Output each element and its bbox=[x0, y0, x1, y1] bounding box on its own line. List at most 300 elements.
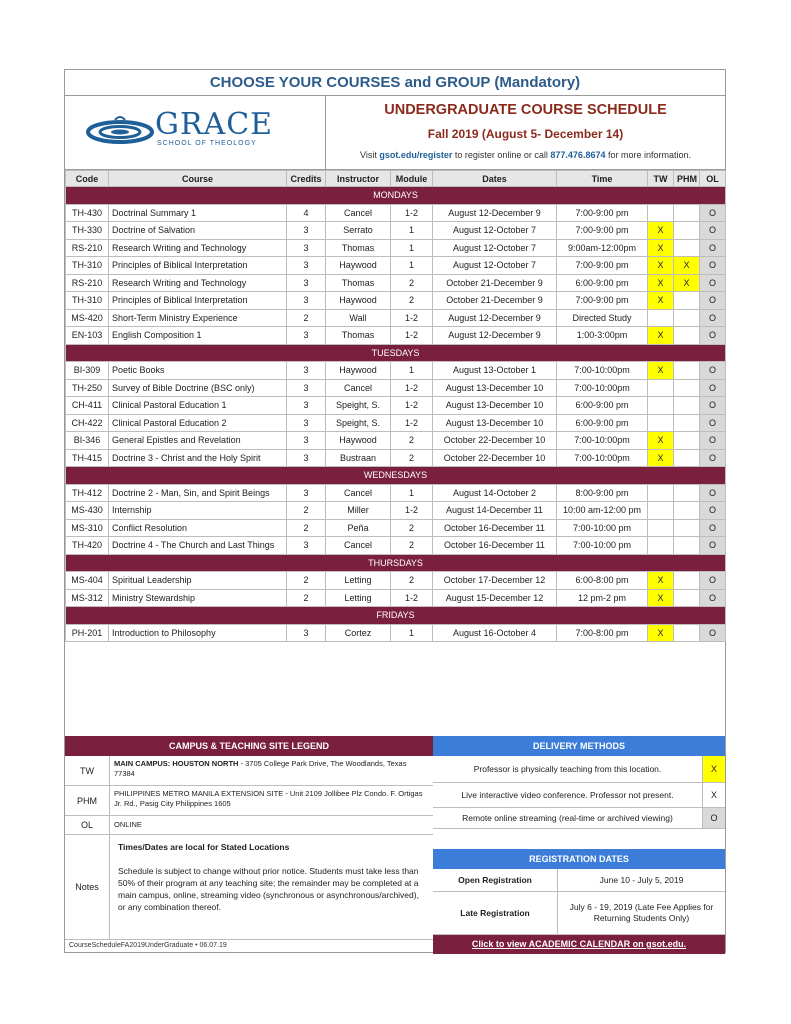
cell-dates: October 17-December 12 bbox=[433, 572, 557, 590]
cell-dates: August 12-October 7 bbox=[433, 257, 557, 275]
cell-time: 9:00am-12:00pm bbox=[557, 239, 648, 257]
cell-phm bbox=[674, 239, 700, 257]
cell-instructor: Letting bbox=[326, 572, 391, 590]
cell-credits: 3 bbox=[287, 414, 326, 432]
cell-tw: X bbox=[648, 327, 674, 345]
cell-tw: X bbox=[648, 222, 674, 240]
legend-text-ol: ONLINE bbox=[114, 820, 142, 829]
cell-time: 1:00-3:00pm bbox=[557, 327, 648, 345]
cell-code: CH-422 bbox=[66, 414, 109, 432]
cell-ol: O bbox=[700, 292, 726, 310]
cell-ol: O bbox=[700, 397, 726, 415]
cell-module: 2 bbox=[391, 449, 433, 467]
cell-code: TH-420 bbox=[66, 537, 109, 555]
cell-ol: O bbox=[700, 432, 726, 450]
cell-time: 7:00-10:00pm bbox=[557, 362, 648, 380]
cell-module: 1 bbox=[391, 484, 433, 502]
cell-course: Internship bbox=[109, 502, 287, 520]
col-header-module: Module bbox=[391, 171, 433, 187]
cell-code: TH-430 bbox=[66, 204, 109, 222]
cell-module: 1-2 bbox=[391, 309, 433, 327]
cell-dates: August 13-December 10 bbox=[433, 379, 557, 397]
cell-ol: O bbox=[700, 222, 726, 240]
course-table-body bbox=[66, 187, 726, 642]
cell-course: Doctrine of Salvation bbox=[109, 222, 287, 240]
cell-instructor: Haywood bbox=[326, 432, 391, 450]
day-name: TUESDAYS bbox=[66, 344, 726, 362]
cell-ol: O bbox=[700, 204, 726, 222]
cell-phm bbox=[674, 589, 700, 607]
cell-tw bbox=[648, 397, 674, 415]
cell-ol: O bbox=[700, 309, 726, 327]
cell-phm: X bbox=[674, 257, 700, 275]
cell-ol: O bbox=[700, 589, 726, 607]
cell-credits: 3 bbox=[287, 397, 326, 415]
cell-tw: X bbox=[648, 449, 674, 467]
legend-row-tw bbox=[65, 756, 433, 786]
cell-phm bbox=[674, 414, 700, 432]
cell-tw bbox=[648, 204, 674, 222]
cell-time: 7:00-10:00pm bbox=[557, 449, 648, 467]
cell-time: 6:00-9:00 pm bbox=[557, 414, 648, 432]
logo-cell bbox=[65, 96, 326, 169]
day-header-row bbox=[66, 554, 726, 572]
delivery-text-tw: Professor is physically teaching from this location. bbox=[473, 764, 662, 774]
cell-dates: October 22-December 10 bbox=[433, 432, 557, 450]
cell-module: 1-2 bbox=[391, 589, 433, 607]
cell-credits: 2 bbox=[287, 519, 326, 537]
delivery-row-ol bbox=[433, 808, 725, 829]
cell-credits: 2 bbox=[287, 572, 326, 590]
title-cell bbox=[326, 96, 725, 169]
cell-dates: August 14-December 11 bbox=[433, 502, 557, 520]
term-dates: Fall 2019 (August 5- December 14) bbox=[427, 127, 624, 141]
cell-course: Ministry Stewardship bbox=[109, 589, 287, 607]
cell-time: 7:00-10:00 pm bbox=[557, 519, 648, 537]
notes-body: Schedule is subject to change without prior notice. Students must take less than 50% of their program at any teaching site; the remainder may be completed at a main campus, online, streaming video (synchronous or asynchronous/archived), or any combination thereof. bbox=[118, 866, 419, 912]
cell-ol: O bbox=[700, 572, 726, 590]
cell-tw: X bbox=[648, 362, 674, 380]
cell-ol: O bbox=[700, 537, 726, 555]
cell-credits: 2 bbox=[287, 589, 326, 607]
table-row bbox=[66, 379, 726, 397]
cell-phm bbox=[674, 624, 700, 642]
cell-credits: 3 bbox=[287, 537, 326, 555]
cell-dates: October 21-December 9 bbox=[433, 292, 557, 310]
col-header-time: Time bbox=[557, 171, 648, 187]
cell-code: RS-210 bbox=[66, 274, 109, 292]
cell-dates: October 21-December 9 bbox=[433, 274, 557, 292]
cell-code: MS-310 bbox=[66, 519, 109, 537]
registration-title: REGISTRATION DATES bbox=[433, 849, 725, 869]
cell-credits: 3 bbox=[287, 257, 326, 275]
cell-credits: 2 bbox=[287, 309, 326, 327]
cell-course: Doctrinal Summary 1 bbox=[109, 204, 287, 222]
cell-ol: O bbox=[700, 257, 726, 275]
table-row bbox=[66, 327, 726, 345]
legend-text-phm bbox=[110, 786, 433, 815]
legend-phm-address: - Unit 2109 Jollibee Plz Condo. F. Ortigas Jr. Rd., Pasig City Philippines 1605 bbox=[114, 789, 423, 808]
cell-credits: 3 bbox=[287, 449, 326, 467]
table-row bbox=[66, 537, 726, 555]
cell-code: TH-250 bbox=[66, 379, 109, 397]
cell-code: BI-346 bbox=[66, 432, 109, 450]
cell-time: 7:00-10:00pm bbox=[557, 432, 648, 450]
cell-phm bbox=[674, 222, 700, 240]
cell-time: 7:00-10:00 pm bbox=[557, 537, 648, 555]
document-id: CourseScheduleFA2019UnderGraduate • 06.07.19 bbox=[69, 942, 227, 949]
cell-course: Spiritual Leadership bbox=[109, 572, 287, 590]
delivery-mark-tw: X bbox=[702, 756, 725, 782]
cell-tw bbox=[648, 519, 674, 537]
schedule-header bbox=[65, 96, 725, 170]
academic-calendar-link[interactable]: Click to view ACADEMIC CALENDAR on gsot.edu. bbox=[433, 935, 725, 954]
cell-credits: 3 bbox=[287, 222, 326, 240]
cell-course: Clinical Pastoral Education 2 bbox=[109, 414, 287, 432]
cell-time: 10:00 am-12:00 pm bbox=[557, 502, 648, 520]
cell-instructor: Cancel bbox=[326, 537, 391, 555]
cell-module: 1-2 bbox=[391, 204, 433, 222]
visit-middle: to register online or call bbox=[452, 150, 551, 160]
cell-code: TH-412 bbox=[66, 484, 109, 502]
delivery-spacer bbox=[433, 829, 725, 849]
cell-instructor: Peña bbox=[326, 519, 391, 537]
cell-dates: August 14-October 2 bbox=[433, 484, 557, 502]
cell-module: 1 bbox=[391, 624, 433, 642]
cell-ol: O bbox=[700, 379, 726, 397]
legend-row-ol bbox=[65, 816, 433, 835]
cell-code: RS-210 bbox=[66, 239, 109, 257]
legend-phm-bold: PHILIPPINES METRO MANILA EXTENSION SITE bbox=[114, 789, 284, 798]
cell-time: 6:00-9:00 pm bbox=[557, 274, 648, 292]
table-row bbox=[66, 502, 726, 520]
cell-code: TH-310 bbox=[66, 292, 109, 310]
table-row bbox=[66, 449, 726, 467]
cell-code: MS-430 bbox=[66, 502, 109, 520]
logo-wordmark: GRACE bbox=[155, 107, 274, 142]
cell-code: MS-404 bbox=[66, 572, 109, 590]
day-header-row bbox=[66, 344, 726, 362]
cell-time: 7:00-9:00 pm bbox=[557, 257, 648, 275]
cell-course: Clinical Pastoral Education 1 bbox=[109, 397, 287, 415]
cell-course: Doctrine 3 - Christ and the Holy Spirit bbox=[109, 449, 287, 467]
cell-time: 7:00-9:00 pm bbox=[557, 292, 648, 310]
cell-course: Conflict Resolution bbox=[109, 519, 287, 537]
cell-module: 1-2 bbox=[391, 414, 433, 432]
schedule-sheet bbox=[64, 69, 726, 953]
cell-tw: X bbox=[648, 589, 674, 607]
cell-instructor: Speight, S. bbox=[326, 397, 391, 415]
cell-module: 1-2 bbox=[391, 397, 433, 415]
col-header-code: Code bbox=[66, 171, 109, 187]
cell-time: Directed Study bbox=[557, 309, 648, 327]
cell-tw bbox=[648, 484, 674, 502]
cell-ol: O bbox=[700, 414, 726, 432]
table-row bbox=[66, 274, 726, 292]
cell-course: Principles of Biblical Interpretation bbox=[109, 257, 287, 275]
table-row bbox=[66, 292, 726, 310]
cell-instructor: Wall bbox=[326, 309, 391, 327]
cell-dates: August 12-December 9 bbox=[433, 309, 557, 327]
phone-link[interactable]: 877.476.8674 bbox=[550, 150, 606, 160]
logo-swoosh-icon bbox=[85, 112, 155, 146]
late-registration-row bbox=[433, 892, 725, 935]
cell-time: 6:00-8:00 pm bbox=[557, 572, 648, 590]
col-header-credits: Credits bbox=[287, 171, 326, 187]
cell-phm: X bbox=[674, 274, 700, 292]
cell-credits: 3 bbox=[287, 432, 326, 450]
table-row bbox=[66, 309, 726, 327]
day-header-row bbox=[66, 607, 726, 625]
cell-instructor: Bustraan bbox=[326, 449, 391, 467]
open-registration-label: Open Registration bbox=[433, 869, 558, 891]
cell-module: 1-2 bbox=[391, 327, 433, 345]
cell-credits: 4 bbox=[287, 204, 326, 222]
cell-tw bbox=[648, 537, 674, 555]
cell-credits: 3 bbox=[287, 327, 326, 345]
cell-module: 2 bbox=[391, 274, 433, 292]
cell-phm bbox=[674, 502, 700, 520]
cell-instructor: Haywood bbox=[326, 257, 391, 275]
table-row bbox=[66, 239, 726, 257]
table-row bbox=[66, 572, 726, 590]
day-header-row bbox=[66, 187, 726, 205]
cell-tw bbox=[648, 309, 674, 327]
delivery-row-tw bbox=[433, 756, 725, 783]
cell-time: 12 pm-2 pm bbox=[557, 589, 648, 607]
day-name: MONDAYS bbox=[66, 187, 726, 205]
notes-heading: Times/Dates are local for Stated Locations bbox=[118, 842, 290, 852]
cell-module: 2 bbox=[391, 292, 433, 310]
cell-instructor: Cortez bbox=[326, 624, 391, 642]
table-row bbox=[66, 414, 726, 432]
cell-dates: August 12-October 7 bbox=[433, 222, 557, 240]
cell-phm bbox=[674, 327, 700, 345]
cell-ol: O bbox=[700, 327, 726, 345]
cell-phm bbox=[674, 204, 700, 222]
col-header-phm: PHM bbox=[674, 171, 700, 187]
cell-tw bbox=[648, 414, 674, 432]
cell-credits: 2 bbox=[287, 502, 326, 520]
cell-credits: 3 bbox=[287, 239, 326, 257]
cell-module: 1 bbox=[391, 362, 433, 380]
cell-instructor: Miller bbox=[326, 502, 391, 520]
table-row bbox=[66, 589, 726, 607]
cell-module: 2 bbox=[391, 432, 433, 450]
cell-course: English Composition 1 bbox=[109, 327, 287, 345]
cell-credits: 3 bbox=[287, 362, 326, 380]
visit-line bbox=[326, 150, 725, 160]
course-table bbox=[65, 170, 726, 642]
cell-time: 6:00-9:00 pm bbox=[557, 397, 648, 415]
cell-dates: August 12-October 7 bbox=[433, 239, 557, 257]
cell-ol: O bbox=[700, 449, 726, 467]
table-row bbox=[66, 257, 726, 275]
cell-phm bbox=[674, 537, 700, 555]
col-header-ol: OL bbox=[700, 171, 726, 187]
cell-course: General Epistles and Revelation bbox=[109, 432, 287, 450]
table-row bbox=[66, 204, 726, 222]
table-row bbox=[66, 519, 726, 537]
cell-course: Poetic Books bbox=[109, 362, 287, 380]
delivery-methods-title: DELIVERY METHODS bbox=[433, 736, 725, 756]
cell-ol: O bbox=[700, 239, 726, 257]
cell-code: TH-310 bbox=[66, 257, 109, 275]
cell-instructor: Letting bbox=[326, 589, 391, 607]
cell-course: Introduction to Philosophy bbox=[109, 624, 287, 642]
campus-legend-title: CAMPUS & TEACHING SITE LEGEND bbox=[65, 736, 433, 756]
cell-tw: X bbox=[648, 624, 674, 642]
cell-code: EN-103 bbox=[66, 327, 109, 345]
campus-legend bbox=[65, 736, 433, 940]
table-header-row bbox=[66, 171, 726, 187]
cell-tw: X bbox=[648, 572, 674, 590]
cell-code: TH-330 bbox=[66, 222, 109, 240]
cell-dates: October 16-December 11 bbox=[433, 537, 557, 555]
cell-instructor: Thomas bbox=[326, 274, 391, 292]
cell-module: 1 bbox=[391, 222, 433, 240]
cell-instructor: Serrato bbox=[326, 222, 391, 240]
legend-tw-bold: MAIN CAMPUS: HOUSTON NORTH bbox=[114, 759, 239, 768]
cell-module: 2 bbox=[391, 572, 433, 590]
legend-tw-address: - 3705 College Park Drive, The Woodlands, Texas 77384 bbox=[114, 759, 407, 778]
legend-text-tw bbox=[110, 756, 433, 785]
cell-instructor: Thomas bbox=[326, 327, 391, 345]
legend-code-ol: OL bbox=[65, 816, 110, 834]
day-name: WEDNESDAYS bbox=[66, 467, 726, 485]
cell-phm bbox=[674, 309, 700, 327]
cell-code: BI-309 bbox=[66, 362, 109, 380]
cell-dates: October 16-December 11 bbox=[433, 519, 557, 537]
late-registration-value: July 6 - 19, 2019 (Late Fee Applies for Returning Students Only) bbox=[569, 902, 714, 923]
cell-ol: O bbox=[700, 274, 726, 292]
cell-ol: O bbox=[700, 519, 726, 537]
logo-subtitle: SCHOOL OF THEOLOGY bbox=[157, 140, 257, 147]
cell-module: 1 bbox=[391, 257, 433, 275]
cell-dates: August 15-December 12 bbox=[433, 589, 557, 607]
schedule-title: UNDERGRADUATE COURSE SCHEDULE bbox=[384, 102, 667, 118]
cell-time: 7:00-9:00 pm bbox=[557, 222, 648, 240]
cell-phm bbox=[674, 379, 700, 397]
cell-instructor: Cancel bbox=[326, 484, 391, 502]
legend-row-notes bbox=[65, 835, 433, 940]
cell-module: 1 bbox=[391, 239, 433, 257]
cell-tw: X bbox=[648, 432, 674, 450]
cell-credits: 3 bbox=[287, 274, 326, 292]
cell-code: MS-312 bbox=[66, 589, 109, 607]
cell-module: 2 bbox=[391, 519, 433, 537]
cell-tw: X bbox=[648, 257, 674, 275]
legend-code-phm: PHM bbox=[65, 786, 110, 815]
open-registration-row bbox=[433, 869, 725, 892]
cell-instructor: Haywood bbox=[326, 362, 391, 380]
cell-phm bbox=[674, 292, 700, 310]
cell-dates: August 13-October 1 bbox=[433, 362, 557, 380]
cell-instructor: Cancel bbox=[326, 204, 391, 222]
cell-tw bbox=[648, 379, 674, 397]
cell-code: MS-420 bbox=[66, 309, 109, 327]
cell-instructor: Cancel bbox=[326, 379, 391, 397]
cell-course: Research Writing and Technology bbox=[109, 239, 287, 257]
cell-course: Short-Term Ministry Experience bbox=[109, 309, 287, 327]
choose-courses-banner: CHOOSE YOUR COURSES and GROUP (Mandatory) bbox=[65, 70, 725, 96]
cell-tw bbox=[648, 502, 674, 520]
cell-dates: October 22-December 10 bbox=[433, 449, 557, 467]
cell-phm bbox=[674, 519, 700, 537]
cell-credits: 3 bbox=[287, 379, 326, 397]
col-header-instructor: Instructor bbox=[326, 171, 391, 187]
table-row bbox=[66, 484, 726, 502]
cell-ol: O bbox=[700, 362, 726, 380]
cell-module: 1-2 bbox=[391, 379, 433, 397]
cell-phm bbox=[674, 397, 700, 415]
table-row bbox=[66, 362, 726, 380]
late-registration-label: Late Registration bbox=[433, 892, 558, 934]
cell-ol: O bbox=[700, 502, 726, 520]
cell-time: 7:00-8:00 pm bbox=[557, 624, 648, 642]
cell-tw: X bbox=[648, 292, 674, 310]
cell-time: 8:00-9:00 pm bbox=[557, 484, 648, 502]
delivery-mark-ol: O bbox=[702, 808, 725, 828]
cell-course: Doctrine 4 - The Church and Last Things bbox=[109, 537, 287, 555]
cell-instructor: Haywood bbox=[326, 292, 391, 310]
cell-phm bbox=[674, 484, 700, 502]
cell-phm bbox=[674, 362, 700, 380]
notes-text bbox=[110, 835, 433, 939]
delivery-text-ol: Remote online streaming (real-time or archived viewing) bbox=[462, 813, 673, 823]
cell-credits: 3 bbox=[287, 624, 326, 642]
cell-module: 1-2 bbox=[391, 502, 433, 520]
day-header-row bbox=[66, 467, 726, 485]
cell-code: PH-201 bbox=[66, 624, 109, 642]
legend-row-phm bbox=[65, 786, 433, 816]
table-row bbox=[66, 432, 726, 450]
cell-code: CH-411 bbox=[66, 397, 109, 415]
delivery-text-phm: Live interactive video conference. Professor not present. bbox=[461, 790, 674, 800]
delivery-methods bbox=[433, 736, 725, 935]
cell-dates: August 12-December 9 bbox=[433, 327, 557, 345]
day-name: FRIDAYS bbox=[66, 607, 726, 625]
cell-time: 7:00-9:00 pm bbox=[557, 204, 648, 222]
day-name: THURSDAYS bbox=[66, 554, 726, 572]
cell-instructor: Speight, S. bbox=[326, 414, 391, 432]
table-row bbox=[66, 397, 726, 415]
delivery-row-phm bbox=[433, 783, 725, 808]
visit-suffix: for more information. bbox=[605, 150, 691, 160]
delivery-mark-phm: X bbox=[702, 783, 725, 807]
cell-course: Survey of Bible Doctrine (BSC only) bbox=[109, 379, 287, 397]
cell-tw: X bbox=[648, 239, 674, 257]
legend-code-tw: TW bbox=[65, 756, 110, 785]
notes-label: Notes bbox=[65, 835, 110, 939]
cell-course: Research Writing and Technology bbox=[109, 274, 287, 292]
visit-prefix: Visit bbox=[360, 150, 380, 160]
cell-dates: August 16-October 4 bbox=[433, 624, 557, 642]
cell-code: TH-415 bbox=[66, 449, 109, 467]
cell-instructor: Thomas bbox=[326, 239, 391, 257]
grace-logo bbox=[85, 107, 274, 147]
cell-ol: O bbox=[700, 624, 726, 642]
register-link[interactable]: gsot.edu/register bbox=[379, 150, 453, 160]
open-registration-value: June 10 - July 5, 2019 bbox=[599, 874, 684, 885]
cell-dates: August 13-December 10 bbox=[433, 397, 557, 415]
cell-phm bbox=[674, 572, 700, 590]
cell-course: Principles of Biblical Interpretation bbox=[109, 292, 287, 310]
cell-credits: 3 bbox=[287, 484, 326, 502]
cell-tw: X bbox=[648, 274, 674, 292]
cell-phm bbox=[674, 449, 700, 467]
cell-ol: O bbox=[700, 484, 726, 502]
